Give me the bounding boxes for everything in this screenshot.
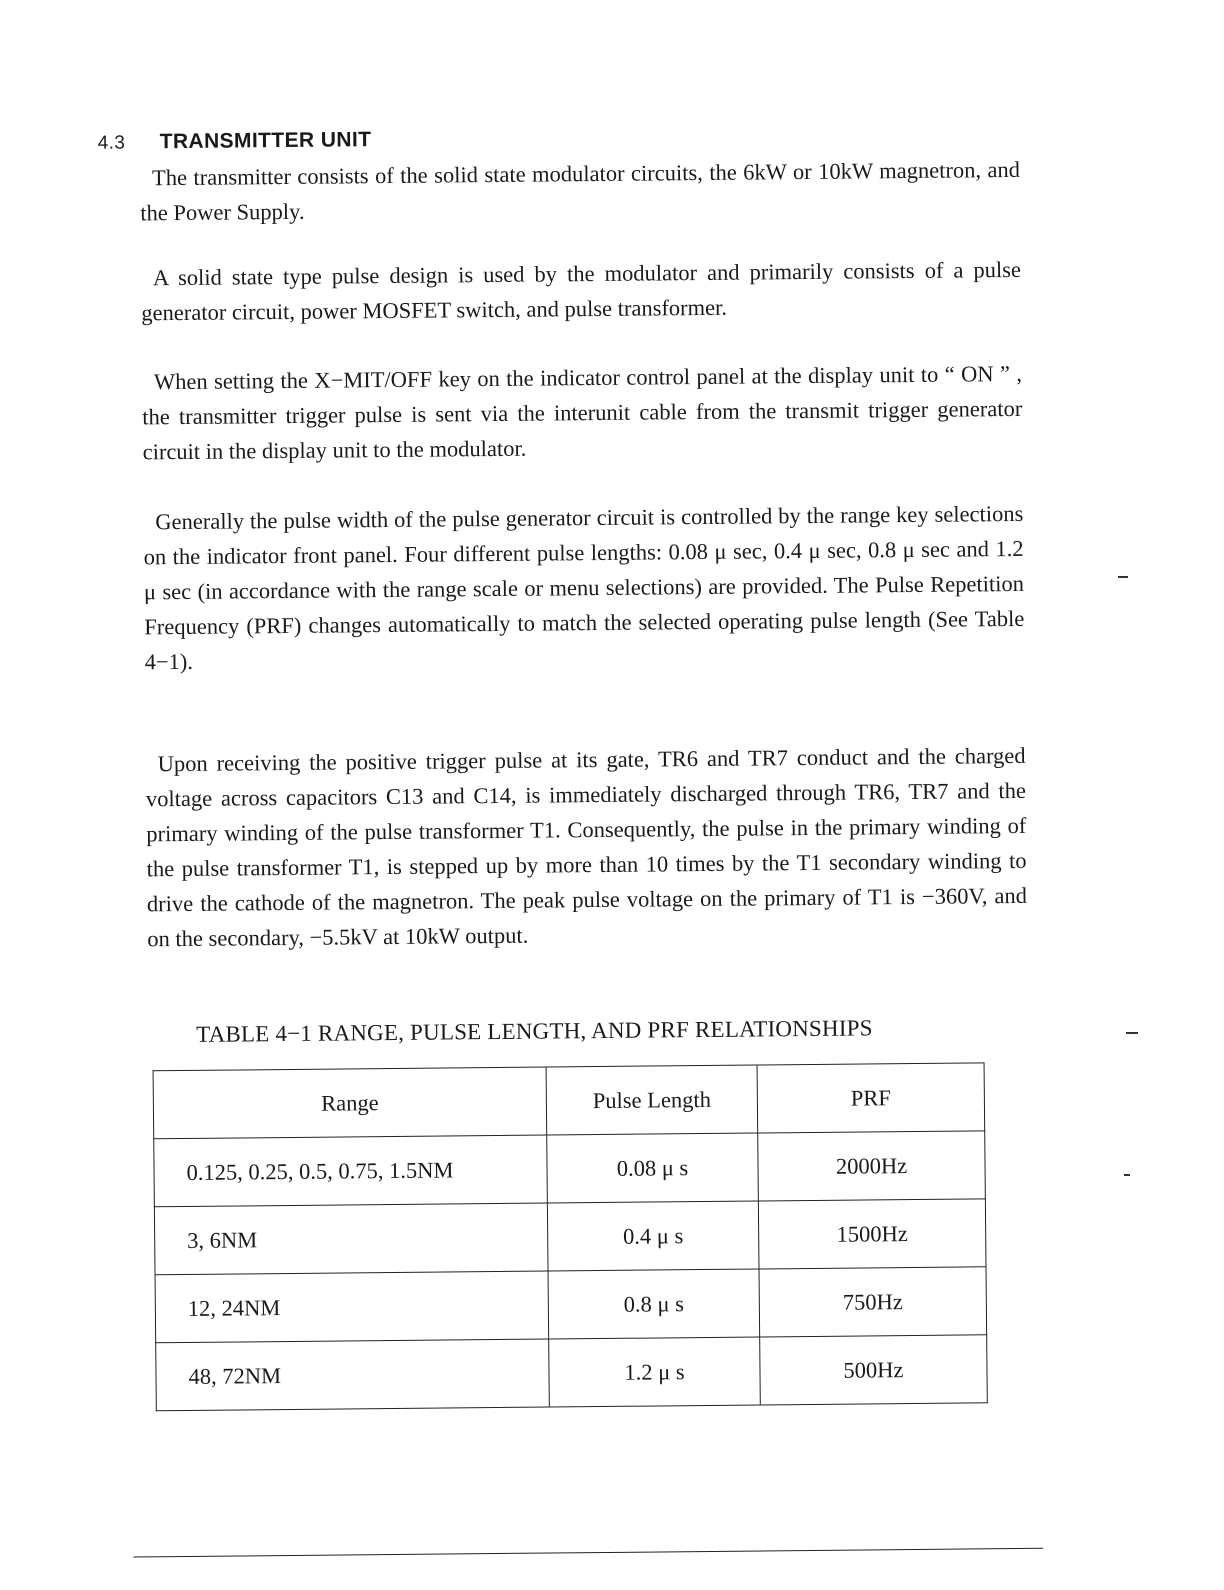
cell-pulse-length: 0.4 μ s xyxy=(547,1201,759,1271)
section-number: 4.3 xyxy=(97,132,126,154)
table-row xyxy=(155,1267,987,1343)
table-header-row xyxy=(153,1063,985,1139)
scan-mark xyxy=(1124,1174,1130,1176)
header-range: Range xyxy=(153,1067,547,1139)
scan-mark xyxy=(1126,1032,1138,1034)
cell-range: 48, 72NM xyxy=(156,1339,550,1411)
table-caption: TABLE 4−1 RANGE, PULSE LENGTH, AND PRF RELATIONSHIPS xyxy=(196,1015,873,1047)
cell-prf: 750Hz xyxy=(759,1267,987,1337)
cell-pulse-length: 0.8 μ s xyxy=(548,1269,760,1339)
cell-range: 12, 24NM xyxy=(155,1271,549,1343)
cell-prf: 2000Hz xyxy=(758,1131,986,1201)
cell-prf: 1500Hz xyxy=(758,1199,986,1269)
section-title: TRANSMITTER UNIT xyxy=(159,128,372,154)
header-prf: PRF xyxy=(757,1063,985,1133)
paragraph-xmit-key: When setting the X−MIT/OFF key on the indicator control panel at the display unit to “ ON ” , the transmitter trigger pulse is sent via the interunit cable from the transmit trigger generator circuit in the display unit to the modulator. xyxy=(142,360,1023,465)
table-row xyxy=(154,1199,986,1275)
table-row xyxy=(156,1335,988,1411)
table-row xyxy=(154,1131,986,1207)
paragraph-transmitter-overview: The transmitter consists of the solid state modulator circuits, the 6kW or 10kW magnetron, and the Power Supply. xyxy=(140,156,1021,226)
cell-pulse-length: 1.2 μ s xyxy=(549,1337,761,1407)
footer-rule xyxy=(133,1548,1043,1558)
cell-range: 3, 6NM xyxy=(154,1203,548,1275)
paragraph-trigger-operation: Upon receiving the positive trigger pulse at its gate, TR6 and TR7 conduct and the charged voltage across capacitors C13 and C14, is immediately discharged through TR6, TR7 and the primary winding of the pulse transformer T1. Consequently, the pulse in the primary winding of the pulse transformer T1, is stepped up by more than 10 times by the T1 secondary winding to drive the cathode of the magnetron. The peak pulse voltage on the primary of T1 is −360V, and on the secondary, −5.5kV at 10kW output. xyxy=(145,742,1028,952)
cell-prf: 500Hz xyxy=(760,1335,988,1405)
prf-table xyxy=(153,1062,988,1411)
paragraph-pulse-design: A solid state type pulse design is used by the modulator and primarily consists of a pulse generator circuit, power MOSFET switch, and pulse transformer. xyxy=(141,256,1022,326)
scan-mark xyxy=(1118,576,1128,578)
cell-range: 0.125, 0.25, 0.5, 0.75, 1.5NM xyxy=(154,1135,548,1207)
header-pulse-length: Pulse Length xyxy=(546,1065,758,1135)
cell-pulse-length: 0.08 μ s xyxy=(547,1133,759,1203)
section-heading xyxy=(98,128,372,155)
paragraph-pulse-width: Generally the pulse width of the pulse generator circuit is controlled by the range key selections on the indicator front panel. Four different pulse lengths: 0.08 μ sec, 0.4 μ sec, 0.8 μ sec and 1.2 μ sec (in accordance with the range scale or menu selections) are provided. The Pulse Repetition Frequency (PRF) changes automatically to match the selected operating pulse length (See Table 4−1). xyxy=(143,500,1025,675)
